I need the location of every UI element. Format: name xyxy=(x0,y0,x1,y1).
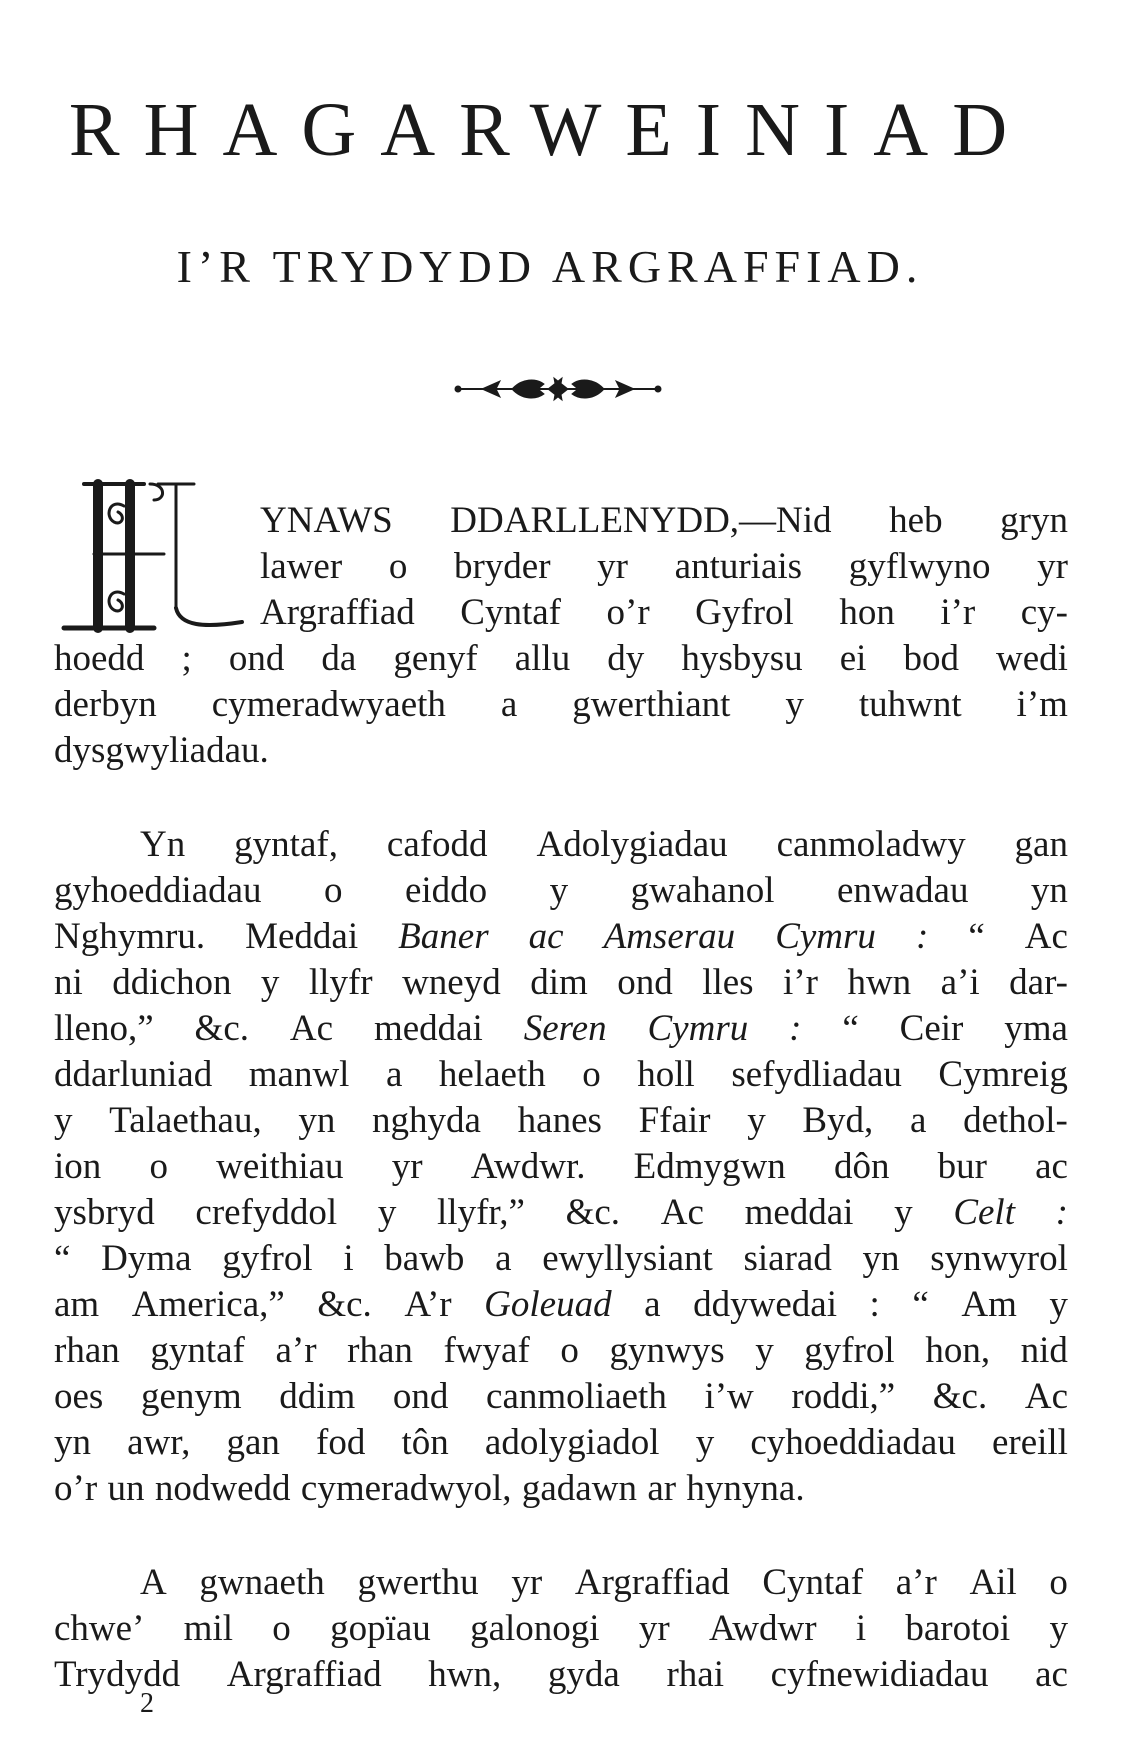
decorative-initial-h xyxy=(54,476,244,636)
text-line: am America,” &c. A’r Goleuad a ddywedai : “ Am y xyxy=(54,1284,1068,1325)
text-line: ion o weithiau yr Awdwr. Edmygwn dôn bur ac xyxy=(54,1146,1068,1187)
text-line: Yn gyntaf, cafodd Adolygiadau canmoladwy gan xyxy=(140,824,1068,865)
text-line: gyhoeddiadau o eiddo y gwahanol enwadau yn xyxy=(54,870,1068,911)
text-line: yn awr, gan fod tôn adolygiadol y cyhoeddiadau ereill xyxy=(54,1422,1068,1463)
text-line: “ Dyma gyfrol i bawb a ewyllysiant siarad yn synwyrol xyxy=(54,1238,1068,1279)
text-line: lawer o bryder yr anturiais gyflwyno yr xyxy=(260,546,1068,587)
text-line: ni ddichon y llyfr wneyd dim ond lles i’r hwn a’i dar- xyxy=(54,962,1068,1003)
text-line: YNAWS DDARLLENYDD,—Nid heb gryn xyxy=(260,500,1068,541)
text-line: rhan gyntaf a’r rhan fwyaf o gynwys y gyfrol hon, nid xyxy=(54,1330,1068,1371)
page-title: RHAGARWEINIAD xyxy=(68,88,1032,172)
text-line: y Talaethau, yn nghyda hanes Ffair y Byd, a dethol- xyxy=(54,1100,1068,1141)
ornament-divider xyxy=(452,372,664,406)
text-line: Nghymru. Meddai Baner ac Amserau Cymru : “ Ac xyxy=(54,916,1068,957)
text-line: ysbryd crefyddol y llyfr,” &c. Ac meddai y Celt : xyxy=(54,1192,1068,1233)
text-line: lleno,” &c. Ac meddai Seren Cymru : “ Ceir yma xyxy=(54,1008,1068,1049)
page-subtitle: I’R TRYDYDD ARGRAFFIAD. xyxy=(176,241,924,292)
text-line: o’r un nodwedd cymeradwyol, gadawn ar hynyna. xyxy=(54,1468,805,1509)
page-number: 2 xyxy=(140,1688,154,1719)
text-line: ddarluniad manwl a helaeth o holl sefydliadau Cymreig xyxy=(54,1054,1068,1095)
text-line: oes genym ddim ond canmoliaeth i’w roddi,” &c. Ac xyxy=(54,1376,1068,1417)
text-line: A gwnaeth gwerthu yr Argraffiad Cyntaf a’r Ail o xyxy=(140,1562,1068,1603)
text-line: Argraffiad Cyntaf o’r Gyfrol hon i’r cy- xyxy=(260,592,1068,633)
text-line: derbyn cymeradwyaeth a gwerthiant y tuhwnt i’m xyxy=(54,684,1068,725)
text-line: Trydydd Argraffiad hwn, gyda rhai cyfnewidiadau ac xyxy=(54,1654,1068,1695)
text-line: hoedd ; ond da genyf allu dy hysbysu ei bod wedi xyxy=(54,638,1068,679)
text-line: chwe’ mil o gopïau galonogi yr Awdwr i barotoi y xyxy=(54,1608,1068,1649)
text-line: dysgwyliadau. xyxy=(54,730,269,771)
